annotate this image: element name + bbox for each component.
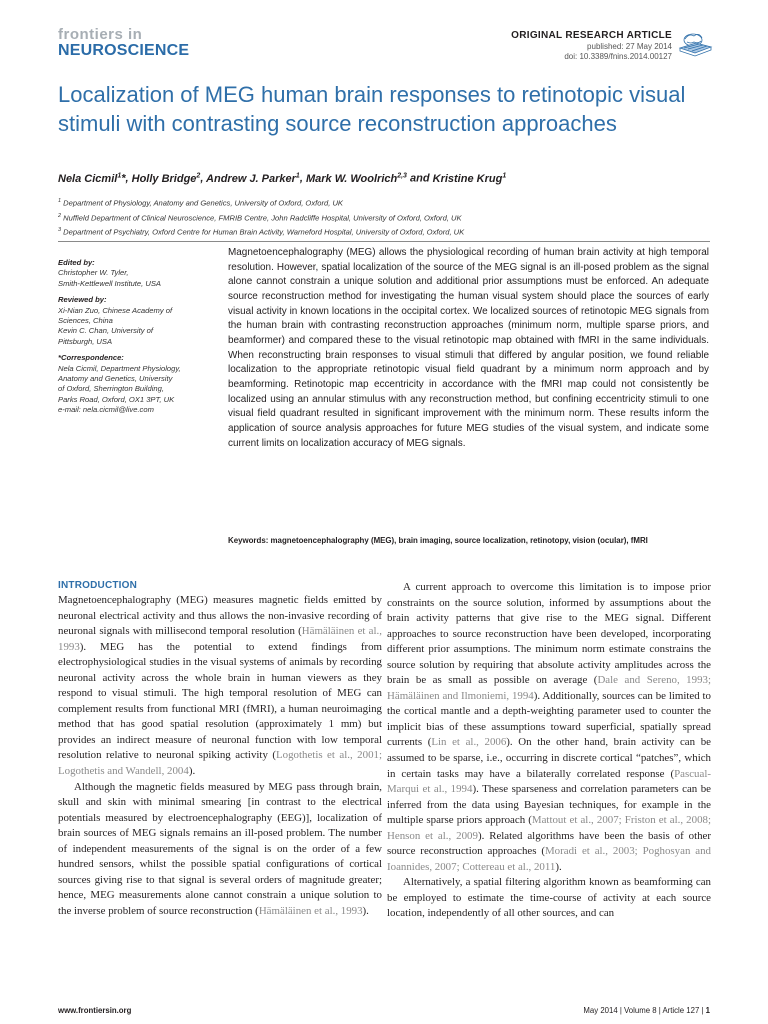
keywords-label: Keywords: — [228, 536, 269, 545]
reviewer-line: Pittsburgh, USA — [58, 336, 113, 346]
paragraph — [58, 593, 382, 780]
journal-emblem-icon — [676, 26, 714, 58]
published-date: published: 27 May 2014 — [587, 42, 672, 51]
abstract: Magnetoencephalography (MEG) allows the physiological recording of human brain activity at high temporal resolution. However, spatial localization of the source of the MEG signal is an ill-posed problem as the signal alone cannot constrain a unique solution and additional prior assumptions must be enforced. An adequate source reconstruction method for investigating the human visual system should place the sources of early visual activity in known locations in the occipital cortex. We localized sources of retinotopic MEG signals from the human brain with contrasting reconstruction approaches (minimum norm, multiple sparse priors, and beamformer) and compared these to the visual retinotopic map obtained with fMRI in the same individuals. When reconstructing brain responses to visual stimuli that differed by angular position, we found reliable localization to the appropriate retinotopic visual field quadrant by a minimum norm approach and by beamforming. Retinotopic map eccentricity in accordance with the fMRI map could not consistently be localized using an annular stimulus with any reconstruction method, but confining eccentricity stimuli to one visual field quadrant resulted in significant improvement with the minimum norm. These results inform the application of source analysis approaches for future MEG studies of the visual system, and indicate some current limits on localization accuracy of MEG signals. — [228, 247, 709, 449]
body-column-left — [58, 579, 382, 919]
page-number: 1 — [705, 1006, 710, 1015]
edited-by-label: Edited by: — [58, 258, 95, 267]
paragraph-text: ). MEG has the potential to extend findings from electrophysiological studies in the visual systems of animals by recording neuronal activity across the whole brain in human viewers as they respond to visual stimuli. The high temporal resolution of MEG can complement results from functional MRI (fMRI), a human neuroimaging method that has good spatial resolution (approximately 1 mm) but provides an indirect measure of neuronal function with low temporal resolution relative to neuronal spiking activity ( — [58, 640, 382, 762]
author-list: Nela Cicmil$^1$*, Holly Bridge$^2$, Andrew J. Parker$^1$, Mark W. Woolrich$^{2,3}$ and Kristine Krug$^1$ — [58, 172, 507, 185]
keywords-list: magnetoencephalography (MEG), brain imaging, source localization, retinotopy, vision (ocular), fMRI — [268, 536, 648, 545]
paragraph — [387, 875, 711, 922]
paragraph-text: Alternatively, a spatial filtering algorithm known as beamforming can be employed to estimate the time-course of activity at each source location, independently of all other sources, and can — [387, 876, 711, 920]
paragraph — [58, 780, 382, 920]
correspondence-line: Anatomy and Genetics, University — [58, 374, 173, 384]
author[interactable]: Nela Cicmil$^1$ — [58, 172, 122, 185]
affiliation: $^3$ Department of Psychiatry, Oxford Centre for Human Brain Activity, Warneford Hospital, University of Oxford, Oxford, UK — [58, 227, 465, 237]
reviewer-line: Sciences, China — [58, 316, 113, 326]
keywords — [228, 536, 728, 545]
article-type: ORIGINAL RESEARCH ARTICLE — [511, 30, 672, 41]
paragraph-text: Although the magnetic fields measured by MEG pass through brain, skull and skin with minimal smearing [in contrast to the electrical potentials measured by electroencephalography (EEG)], localization of brain sources of MEG signals remains an ill-posed problem. The number of independent measurements of the signal is on the order of a few hundred sensors, whilst the possible spatial configurations of cortical sources giving rise to that signal is several orders of magnitude greater; hence, MEG measurements alone cannot constrain a unique solution to the inverse problem of source reconstruction ( — [58, 780, 382, 917]
editor-line: Smith-Kettlewell Institute, USA — [58, 278, 161, 288]
citation-link[interactable]: Lin et al., 2006 — [431, 736, 507, 749]
paragraph-text: ). — [188, 765, 196, 778]
article-title: Localization of MEG human brain responses to retinotopic visual stimuli with contrasting source reconstruction approaches — [58, 82, 686, 136]
reviewer-line: Xi-Nian Zuo, Chinese Academy of — [58, 305, 173, 315]
paragraph-text: ). On the other hand, brain activity can be assumed to be sparse, i.e., occurring in discrete cortical “patches”, which in certain tasks may have a bilaterally correlated response ( — [387, 736, 711, 780]
paragraph-text: ). These sparseness and correlation parameters can be inferred from the data using Bayesian techniques, for example in the multiple sparse priors approach ( — [387, 783, 711, 827]
correspondence-label: *Correspondence: — [58, 353, 124, 363]
author[interactable]: Mark W. Woolrich$^{2,3}$ — [305, 172, 407, 185]
journal-name-bottom: NEUROSCIENCE — [58, 42, 190, 59]
citation-link[interactable]: Logothetis et al., 2001; Logothetis and Wandell, 2004 — [58, 749, 382, 778]
citation-link[interactable]: Pascual-Marqui et al., 1994 — [387, 767, 711, 796]
author[interactable]: Andrew J. Parker$^1$ — [206, 172, 300, 185]
footer-issue: May 2014 | Volume 8 | Article 127 | 1 — [583, 1006, 710, 1015]
footer-url[interactable]: www.frontiersin.org — [58, 1006, 132, 1015]
body-column-right — [387, 580, 711, 922]
journal-name-top: frontiers in — [58, 26, 143, 43]
editorial-sidebar — [58, 258, 208, 416]
paragraph-text: ). — [555, 860, 562, 873]
author[interactable]: Holly Bridge$^2$ — [131, 172, 201, 185]
citation-link[interactable]: Moradi et al., 2003; Poghosyan and Ioannides, 2007; Cottereau et al., 2011 — [387, 845, 712, 873]
reviewer-line: Kevin C. Chan, University of — [58, 326, 153, 336]
doi[interactable]: doi: 10.3389/fnins.2014.00127 — [564, 52, 672, 61]
affiliation: $^1$ Department of Physiology, Anatomy and Genetics, University of Oxford, Oxford, UK — [58, 198, 343, 208]
affiliations — [58, 195, 718, 239]
citation-link[interactable]: Hämäläinen et al., 1993 — [258, 904, 363, 917]
paragraph-text: Magnetoencephalography (MEG) measures magnetic fields emitted by neuronal electrical activity and thus allows the non-invasive recording of neuronal signals with millisecond temporal resolution ( — [58, 594, 382, 638]
citation-link[interactable]: Dale and Sereno, 1993; Hämäläinen and Ilmoniemi, 1994 — [387, 674, 711, 702]
citation-link[interactable]: Hämäläinen et al., 1993 — [58, 625, 382, 653]
correspondence-line: Nela Cicmil, Department Physiology, — [58, 363, 181, 373]
citation-link[interactable]: Mattout et al., 2007; Friston et al., 2008; Henson et al., 2009 — [387, 814, 711, 842]
reviewed-by-label: Reviewed by: — [58, 295, 107, 305]
correspondence-line: of Oxford, Sherrington Building, — [58, 384, 164, 394]
author[interactable]: Kristine Krug$^1$ — [432, 172, 507, 185]
section-heading: INTRODUCTION — [58, 580, 138, 591]
paragraph — [387, 580, 711, 875]
paragraph-text: ). Additionally, sources can be limited to the cortical mantle and a depth-weighting parameter used to counter the implicit bias of these assumptions toward superficial, spatially spread currents ( — [387, 689, 711, 749]
paragraph-text: ). — [362, 904, 369, 917]
affiliation: $^2$ Nuffield Department of Clinical Neuroscience, FMRIB Centre, John Radcliffe Hospital, University of Oxford, Oxford, UK — [58, 212, 462, 223]
article-meta — [511, 30, 672, 62]
header-divider — [58, 241, 710, 242]
paragraph-text: A current approach to overcome this limitation is to impose prior constraints on the source solution, informed by assumptions about the brain activity patterns that give rise to the MEG signal. Different approaches to source reconstruction have been developed, incorporating different prior assumptions. The minimum norm estimate constrains the source solution by requiring that absolute activity amplitudes across the brain be as small as possible on average ( — [387, 581, 711, 687]
editor-line: Christopher W. Tyler, — [58, 268, 129, 278]
correspondence-email[interactable]: e-mail: nela.cicmil@live.com — [58, 405, 154, 415]
paragraph-text: ). Related algorithms have been the basis of other source reconstruction approaches ( — [387, 829, 711, 858]
journal-logo[interactable] — [58, 27, 189, 60]
correspondence-line: Parks Road, Oxford, OX1 3PT, UK — [58, 394, 175, 404]
